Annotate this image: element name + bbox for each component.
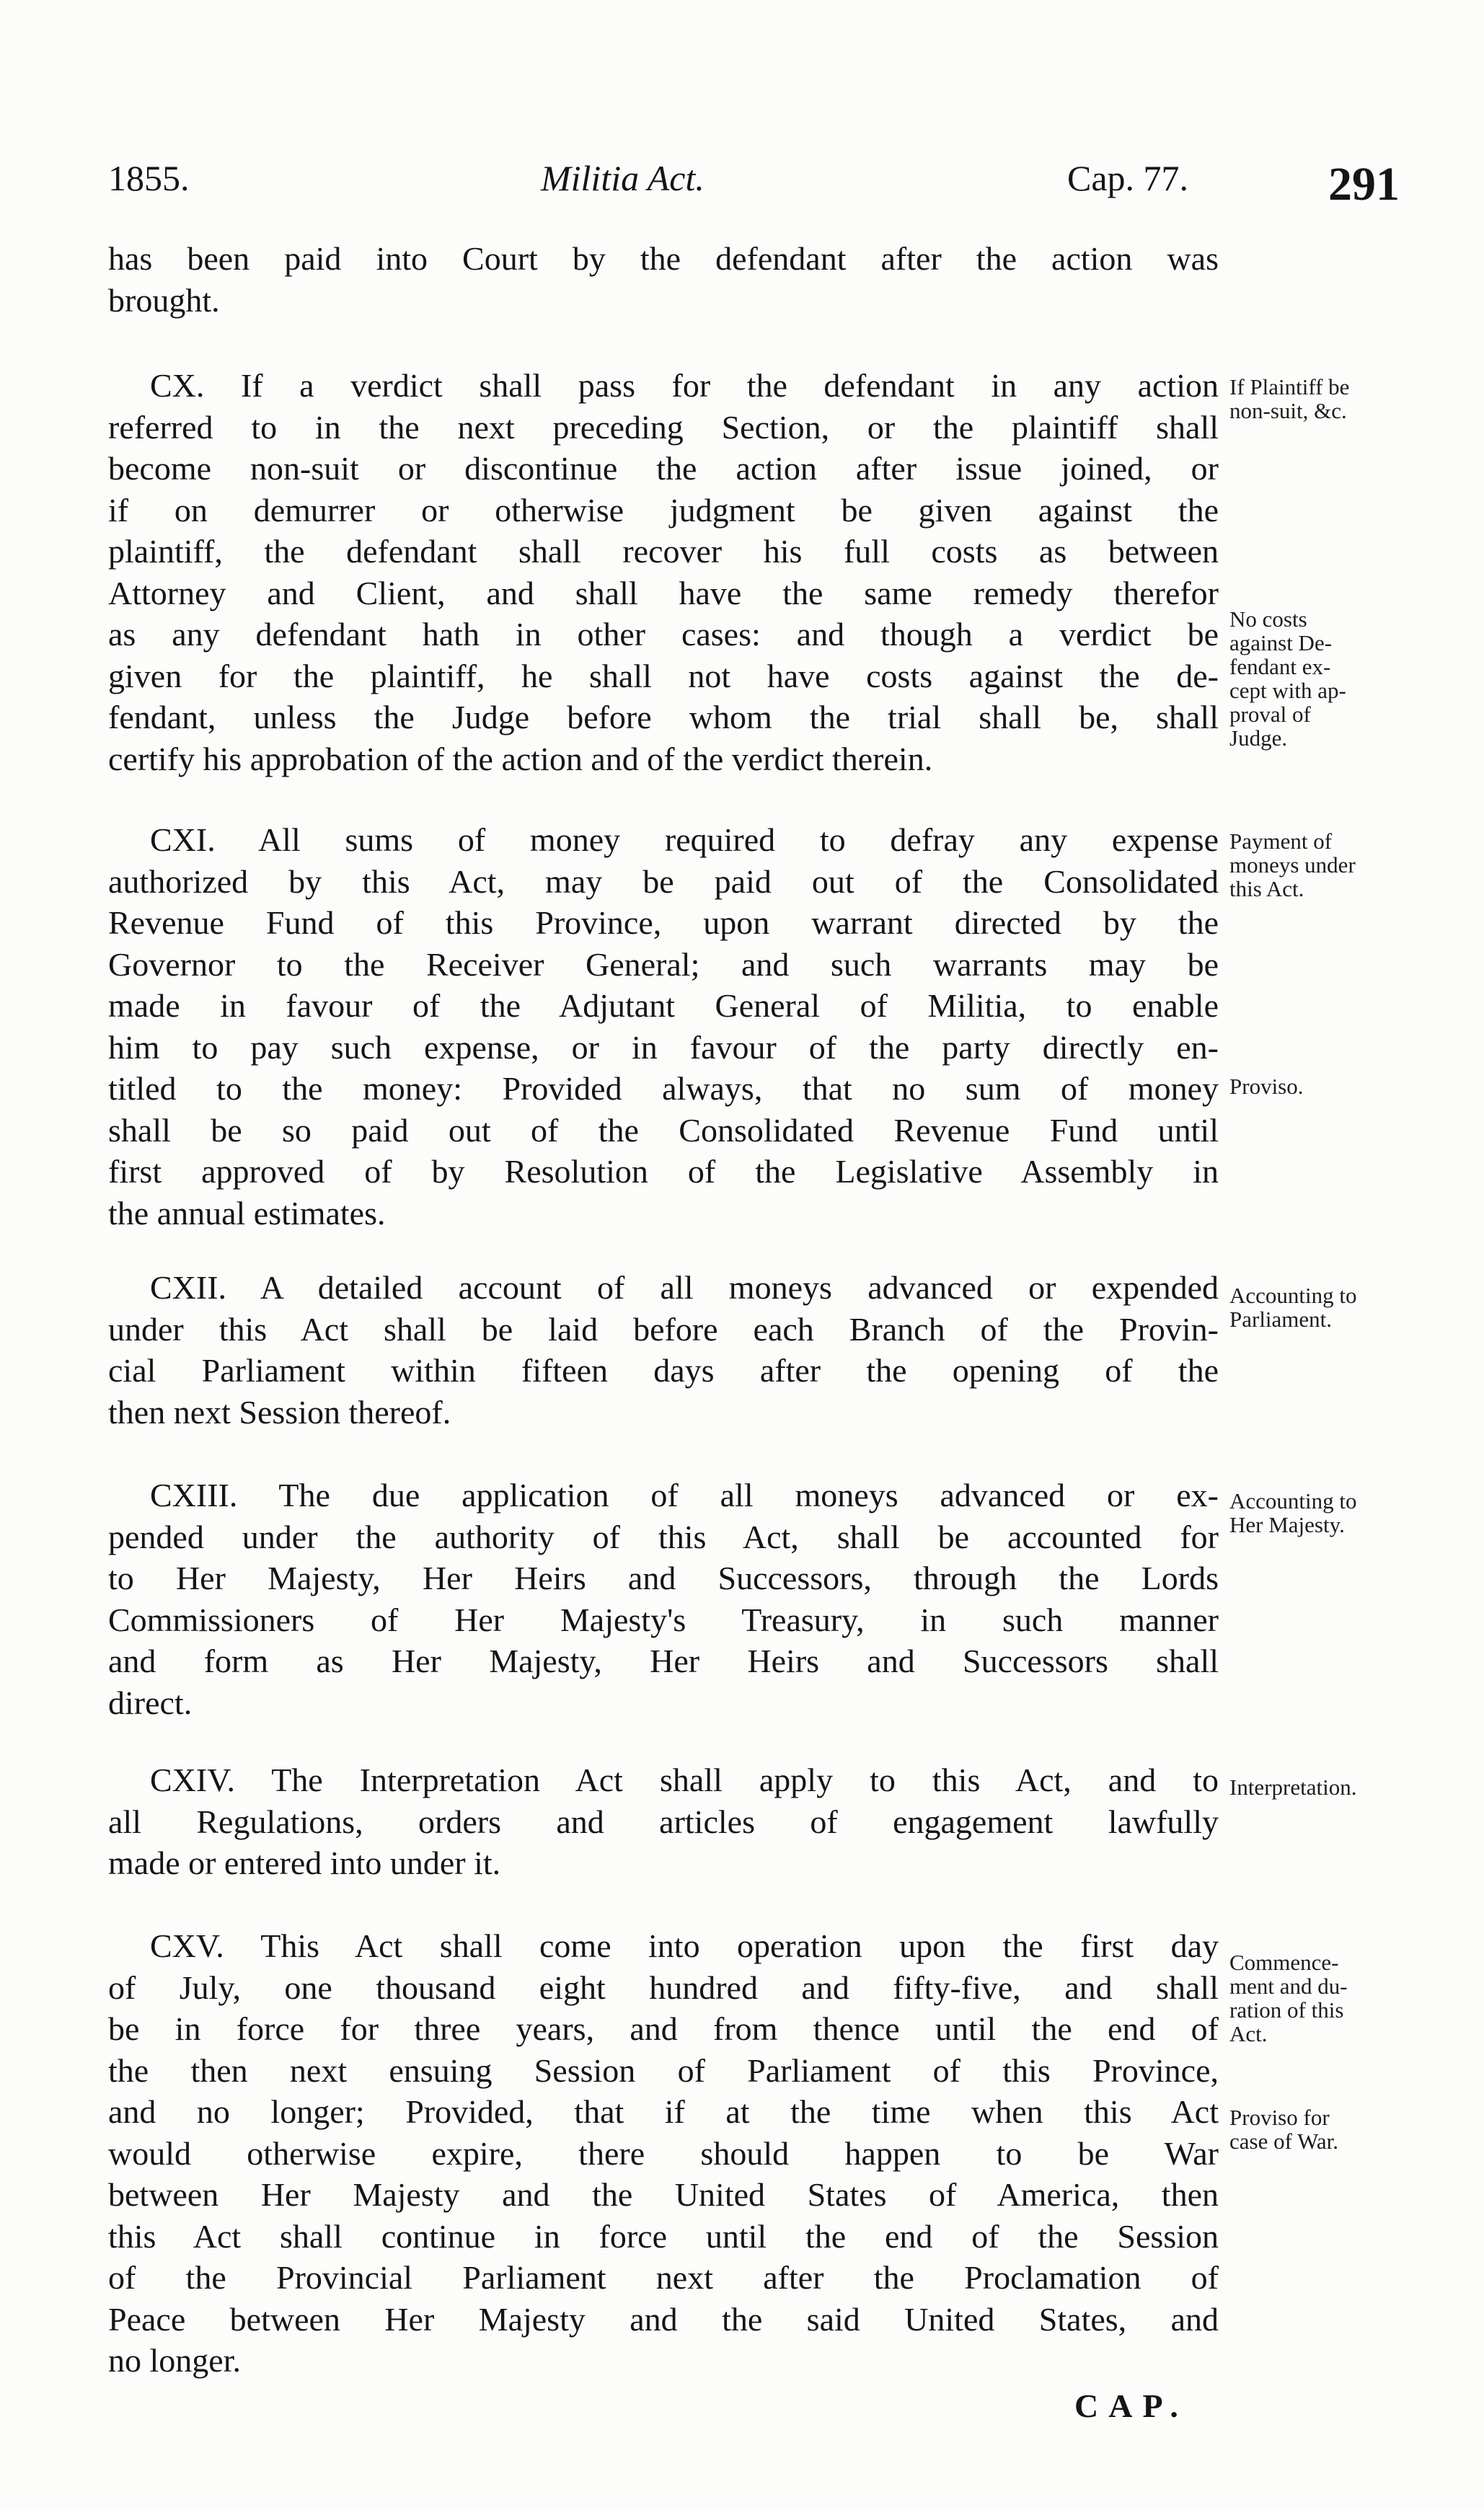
text-line: of the Provincial Parliament next after the Proclamation of <box>108 2259 1219 2296</box>
margin-note-accounting-parliament: Accounting to Parliament. <box>1229 1283 1357 1332</box>
text-line: this Act shall continue in force until the end of the Session <box>108 2217 1219 2255</box>
section-cxi <box>108 819 1219 1234</box>
text-line: referred to in the next preceding Section, or the plaintiff shall <box>108 408 1219 446</box>
running-head-title: Militia Act. <box>541 158 705 198</box>
text-line: Attorney and Client, and shall have the same remedy therefor <box>108 574 1219 611</box>
carryover-paragraph <box>108 238 1219 321</box>
text-line: CXV. This Act shall come into operation upon the first day <box>150 1927 1219 1964</box>
text-line: Governor to the Receiver General; and such warrants may be <box>108 945 1219 983</box>
text-line: Peace between Her Majesty and the said United States, and <box>108 2300 1219 2338</box>
section-cxv <box>108 1925 1219 2382</box>
text-line: direct. <box>108 1684 193 1721</box>
text-line: the annual estimates. <box>108 1194 386 1232</box>
page-number: 291 <box>1328 158 1400 211</box>
margin-note-commencement: Commence- ment and du- ration of this Act. <box>1229 1950 1348 2046</box>
text-line: if on demurrer or otherwise judgment be given against the <box>108 491 1219 529</box>
text-line: made or entered into under it. <box>108 1844 501 1881</box>
text-line: and no longer; Provided, that if at the time when this Act <box>108 2093 1219 2130</box>
text-line: plaintiff, the defendant shall recover his full costs as between <box>108 533 1219 570</box>
text-line: between Her Majesty and the United States of America, then <box>108 2176 1219 2213</box>
text-line: all Regulations, orders and articles of engagement lawfully <box>108 1803 1219 1840</box>
running-head <box>108 157 1428 215</box>
margin-note-accounting-majesty: Accounting to Her Majesty. <box>1229 1488 1357 1537</box>
text-line: authorized by this Act, may be paid out of the Consolidated <box>108 862 1219 900</box>
text-line: as any defendant hath in other cases: and though a verdict be <box>108 616 1219 653</box>
text-line: then next Session thereof. <box>108 1393 451 1431</box>
text-line: certify his approbation of the action and of the verdict therein. <box>108 740 933 777</box>
text-line: given for the plaintiff, he shall not have costs against the de- <box>108 657 1219 694</box>
text-line: the then next ensuing Session of Parliament of this Province, <box>108 2051 1219 2089</box>
text-line: and form as Her Majesty, Her Heirs and Successors shall <box>108 1643 1219 1679</box>
text-line: would otherwise expire, there should happen to be War <box>108 2134 1219 2172</box>
margin-note-interpretation: Interpretation. <box>1229 1775 1357 1800</box>
text-line: CXII. A detailed account of all moneys advanced or expended <box>150 1269 1219 1306</box>
section-cxiii <box>108 1475 1219 1723</box>
text-line: titled to the money: Provided always, that no sum of money <box>108 1070 1219 1107</box>
text-line: pended under the authority of this Act, shall be accounted for <box>108 1518 1219 1555</box>
text-line: to Her Majesty, Her Heirs and Successors, through the Lords <box>108 1560 1219 1596</box>
text-line: made in favour of the Adjutant General of Militia, to enable <box>108 987 1219 1024</box>
running-head-chapter: Cap. 77. <box>1067 158 1189 198</box>
running-head-year: 1855. <box>108 158 190 198</box>
margin-note-no-costs: No costs against De- fendant ex- cept with ap- proval of Judge. <box>1229 606 1346 751</box>
text-line: him to pay such expense, or in favour of the party directly en- <box>108 1028 1219 1066</box>
text-line: no longer. <box>108 2342 241 2379</box>
text-line: be in force for three years, and from thence until the end of <box>108 2010 1219 2047</box>
margin-note-proviso-war: Proviso for case of War. <box>1229 2105 1339 2154</box>
section-cxii <box>108 1267 1219 1433</box>
text-line: of July, one thousand eight hundred and fifty-five, and shall <box>108 1968 1219 2006</box>
margin-note-payment: Payment of moneys under this Act. <box>1229 828 1356 901</box>
text-line: fendant, unless the Judge before whom the trial shall be, shall <box>108 699 1219 735</box>
margin-note-plaintiff-nonsuit: If Plaintiff be non-suit, &c. <box>1229 374 1350 423</box>
text-line: CX. If a verdict shall pass for the defendant in any action <box>150 367 1219 404</box>
text-line: Commissioners of Her Majesty's Treasury, in such manner <box>108 1601 1219 1638</box>
text-line: CXI. All sums of money required to defray any expense <box>150 821 1219 858</box>
text-line: under this Act shall be laid before each Branch of the Provin- <box>108 1310 1219 1348</box>
catchword: CAP. <box>1074 2387 1188 2424</box>
text-line: has been paid into Court by the defendant after the action was <box>108 240 1219 277</box>
text-line: shall be so paid out of the Consolidated Revenue Fund until <box>108 1111 1219 1149</box>
text-line: Revenue Fund of this Province, upon warrant directed by the <box>108 904 1219 941</box>
text-line: CXIV. The Interpretation Act shall apply to this Act, and to <box>150 1762 1219 1798</box>
text-line: first approved of by Resolution of the Legislative Assembly in <box>108 1153 1219 1190</box>
text-line: brought. <box>108 281 220 319</box>
section-cx <box>108 365 1219 779</box>
text-line: become non-suit or discontinue the action after issue joined, or <box>108 450 1219 487</box>
section-cxiv <box>108 1759 1219 1884</box>
margin-note-proviso: Proviso. <box>1229 1074 1304 1099</box>
text-line: CXIII. The due application of all moneys advanced or ex- <box>150 1477 1219 1513</box>
text-line: cial Parliament within fifteen days after the opening of the <box>108 1352 1219 1389</box>
